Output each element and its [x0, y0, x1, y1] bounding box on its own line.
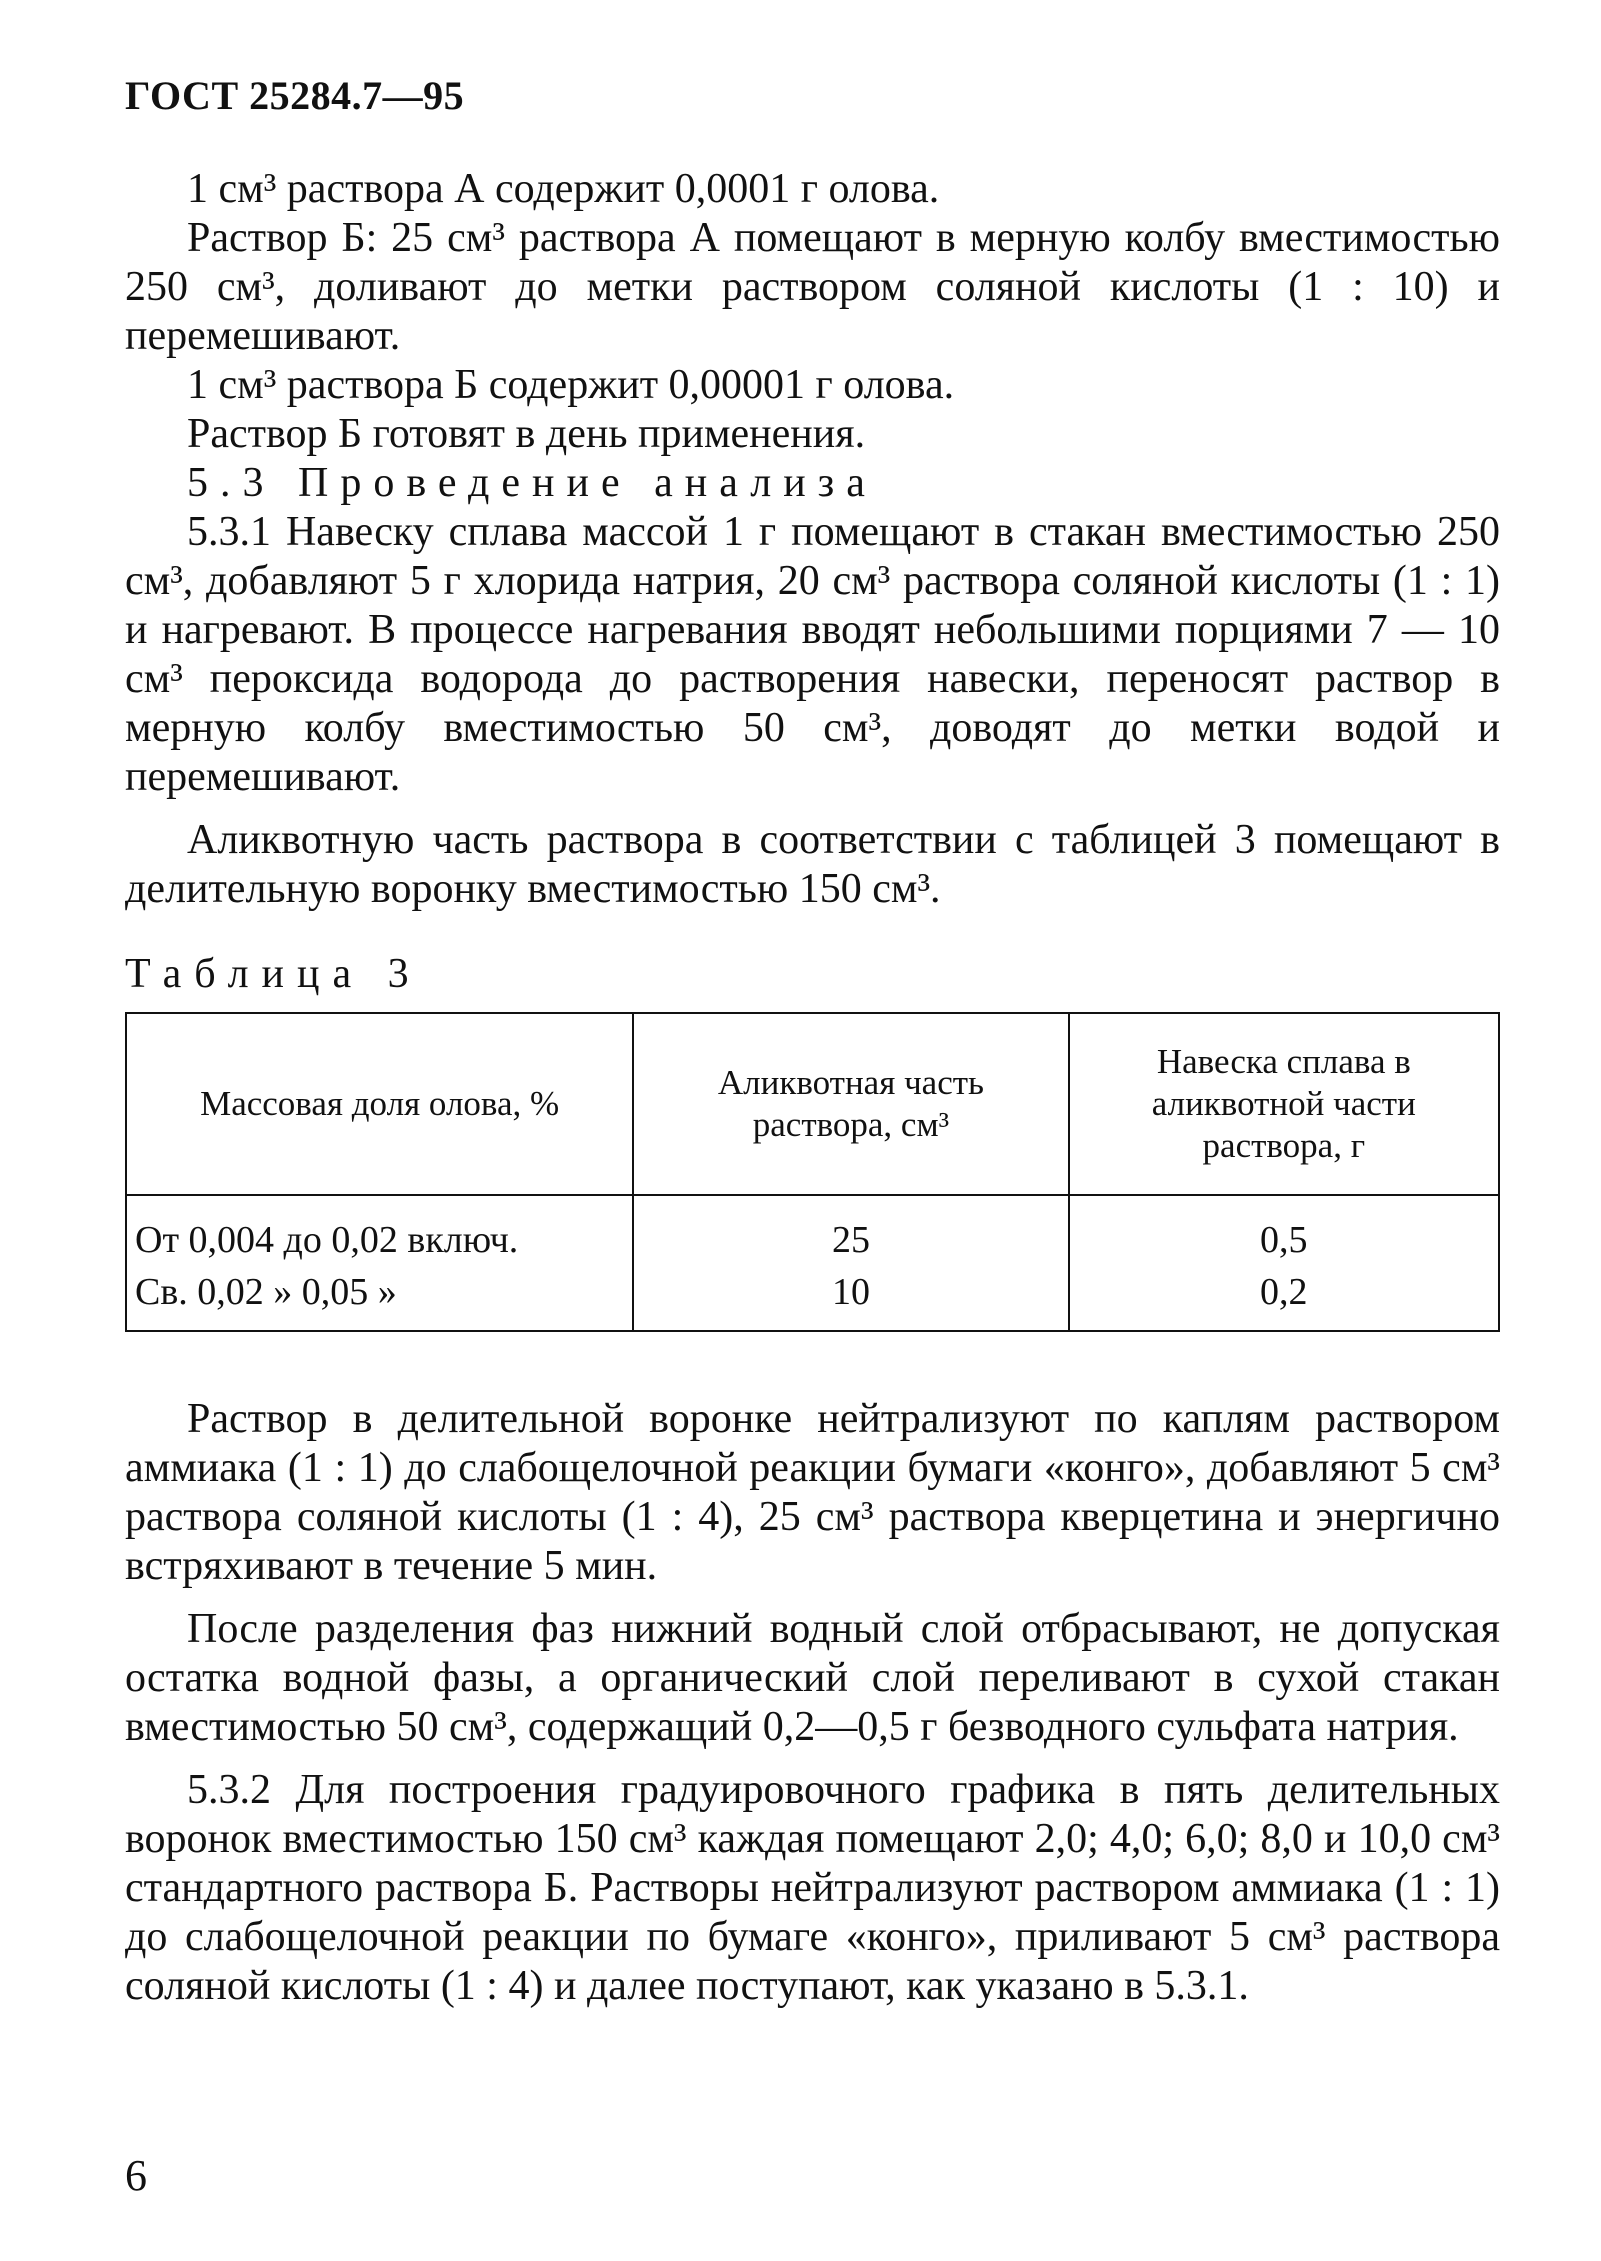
- table-cell: 10: [633, 1266, 1068, 1331]
- paragraph: 1 см³ раствора А содержит 0,0001 г олова.: [187, 166, 940, 212]
- paragraph: 5.3.1 Навеску сплава массой 1 г помещают в стакан вместимостью 250 см³, добавляют 5 г хлорида натрия, 20 см³ раствора соляной кислоты (1 : 1) и нагревают. В процессе нагревания вводят небольшими порциями 7 — 10 см³ пероксида водорода до растворения навески, переносят раствор в мерную колбу вместимостью 50 см³, доводят до метки водой и перемешивают.: [125, 509, 1500, 800]
- table-cell: 0,5: [1069, 1195, 1499, 1266]
- paragraph: Раствор в делительной воронке нейтрализуют по каплям раствором аммиака (1 : 1) до слабощелочной реакции бумаги «конго», добавляют 5 см³ раствора соляной кислоты (1 : 4), 25 см³ раствора кверцетина и энергично встряхивают в течение 5 мин.: [125, 1396, 1500, 1589]
- section-heading: 5.3 Проведение анализа: [187, 460, 877, 506]
- paragraph: После разделения фаз нижний водный слой отбрасывают, не допуская остатка водной фазы, а органический слой переливают в сухой стакан вместимостью 50 см³, содержащий 0,2—0,5 г безводного сульфата натрия.: [125, 1606, 1500, 1750]
- table-caption: Таблица 3: [125, 951, 422, 997]
- paragraph: 1 см³ раствора Б содержит 0,00001 г олова.: [187, 362, 955, 408]
- table-row: [126, 1266, 1499, 1331]
- paragraph: Раствор Б готовят в день применения.: [187, 411, 866, 457]
- table-cell: 0,2: [1069, 1266, 1499, 1331]
- body-bottom: [125, 1395, 1500, 2011]
- paragraph: Раствор Б: 25 см³ раствора А помещают в мерную колбу вместимостью 250 см³, доливают до метки раствором соляной кислоты (1 : 10) и перемешивают.: [125, 215, 1500, 359]
- table-header-cell: Навеска сплава в аликвотной части раствора, г: [1069, 1013, 1499, 1195]
- table-row: [126, 1195, 1499, 1266]
- document-header: ГОСТ 25284.7—95: [125, 73, 465, 118]
- paragraph: Аликвотную часть раствора в соответствии с таблицей 3 помещают в делительную воронку вместимостью 150 см³.: [125, 817, 1500, 912]
- table-cell: От 0,004 до 0,02 включ.: [126, 1195, 633, 1266]
- table-cell: Св. 0,02 » 0,05 »: [126, 1266, 633, 1331]
- paragraph: 5.3.2 Для построения градуировочного графика в пять делительных воронок вместимостью 150 см³ каждая помещают 2,0; 4,0; 6,0; 8,0 и 10,0 см³ стандартного раствора Б. Растворы нейтрализуют раствором аммиака (1 : 1) до слабощелочной реакции по бумаге «конго», приливают 5 см³ раствора соляной кислоты (1 : 4) и далее поступают, как указано в 5.3.1.: [125, 1767, 1500, 2009]
- table-header-row: [126, 1013, 1499, 1195]
- data-table: [125, 1012, 1500, 1332]
- page-number: 6: [125, 2151, 147, 2200]
- body-top: [125, 165, 1500, 914]
- table-header-cell: Массовая доля олова, %: [126, 1013, 633, 1195]
- table-cell: 25: [633, 1195, 1068, 1266]
- table-header-cell: Аликвотная часть раствора, см³: [633, 1013, 1068, 1195]
